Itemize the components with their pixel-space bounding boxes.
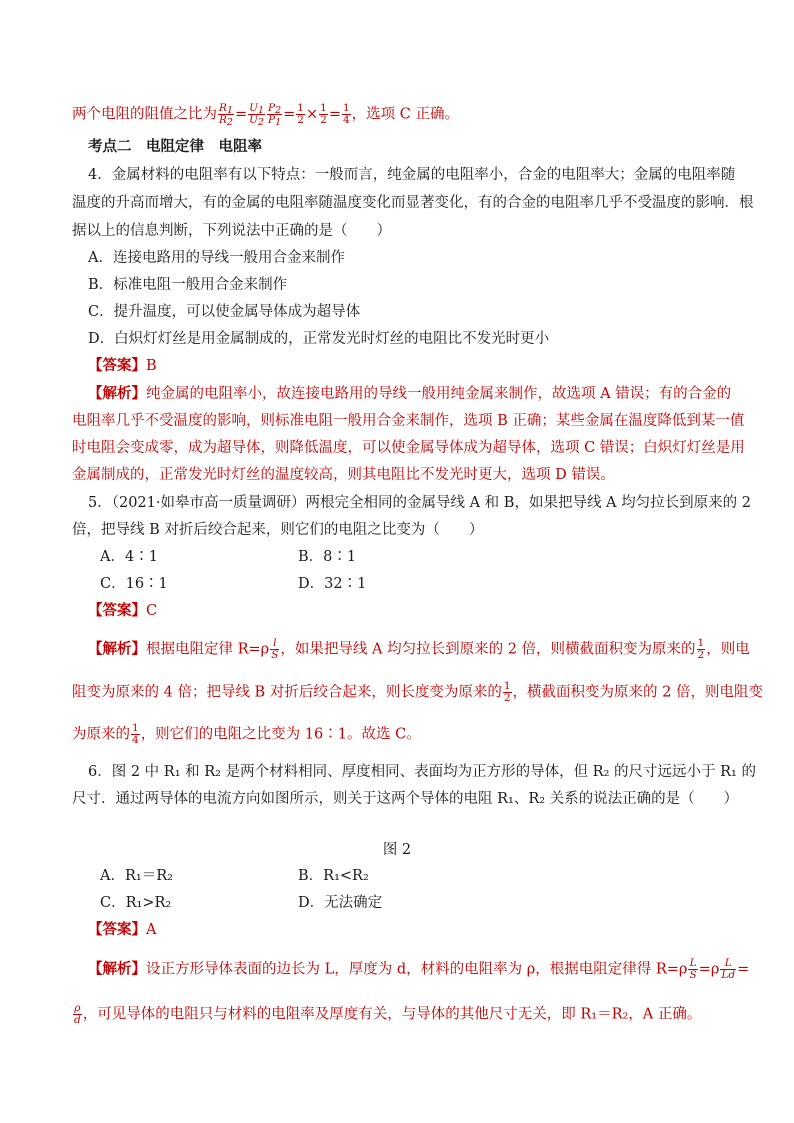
q6-analysis-line-2: $\frac{\rho}{d}$ ，可见导体的电阻只与材料的电阻率及厚度有关，与导体的其他尺寸无关，即 R₁＝R₂，A 正确。: [74, 1002, 702, 1026]
fraction-quarter: $\frac{1}{4}$: [342, 102, 350, 126]
q4-stem-line-2: 温度的升高而增大，有的金属的电阻率随温度变化而显著变化，有的合金的电阻率几乎不受温度的影响．根: [72, 195, 754, 211]
q6-answer: [88, 920, 156, 940]
q5-analysis-line-3: 为原来的 $\frac{1}{4}$ ，则它们的电阻之比变为 16∶1。故选 C。: [72, 722, 421, 746]
answer-label: 【答案】: [88, 602, 146, 619]
analysis-label: 【解析】: [88, 640, 146, 658]
prev-answer-prefix: 两个电阻的阻值之比为: [72, 106, 217, 123]
q4-analysis-line-2: 电阻率几乎不受温度的影响，则标准电阻一般用合金来制作，选项 B 正确；某些金属在温度降低到某一值: [72, 413, 745, 429]
q4-stem-line-1: 4．金属材料的电阻率有以下特点：一般而言，纯金属的电阻率小，合金的电阻率大；金属的电阻率随: [88, 167, 736, 183]
q5-stem-line-2: 倍，把导线 B 对折后绞合起来，则它们的电阻之比变为（ ）: [72, 522, 484, 538]
q6-option-b: B．R₁<R₂: [298, 868, 369, 884]
fraction-rho-over-d: $\frac{\rho}{d}$: [74, 1002, 81, 1026]
q4-option-c: C．提升温度，可以使金属导体成为超导体: [88, 304, 361, 320]
q4-answer: [88, 356, 157, 376]
answer-value: A: [146, 922, 157, 938]
q4-analysis-line-4: 金属制成的，正常发光时灯丝的温度较高，则其电阻比不发光时更大，选项 D 错误。: [72, 467, 615, 483]
analysis-text: 纯金属的电阻率小，故连接电路用的导线一般用纯金属来制作，故选项 A 错误；有的合金的: [146, 386, 732, 402]
fraction-r: $\frac{R_1}{R_2}$: [219, 102, 233, 128]
analysis-text: 根据电阻定律 R=ρ: [146, 641, 270, 658]
q6-stem-line-2: 尺寸．通过两导体的电流方向如图所示，则关于这两个导体的电阻 R₁、R₂ 关系的说法正确的是（ ）: [72, 791, 739, 807]
q4-option-a: A．连接电路用的导线一般用合金来制作: [88, 250, 345, 266]
q5-option-d: D．32∶1: [298, 576, 367, 592]
q4-option-b: B．标准电阻一般用合金来制作: [88, 277, 288, 293]
analysis-label: 【解析】: [88, 960, 146, 978]
q5-stem-line-1: 5．（2021·如皋市高一质量调研）两根完全相同的金属导线 A 和 B，如果把导线 A 均匀拉长到原来的 2: [88, 495, 751, 511]
fraction-half-1: $\frac{1}{2}$: [297, 102, 304, 126]
fraction-half: $\frac{1}{2}$: [697, 637, 705, 661]
section-title: 考点二 电阻定律 电阻率: [88, 138, 262, 155]
fraction-half-2: $\frac{1}{2}$: [320, 102, 327, 126]
fraction-l-over-s: $\frac{l}{S}$: [271, 637, 279, 661]
q4-stem-line-3: 据以上的信息判断，下列说法中正确的是（ ）: [72, 223, 391, 239]
fraction-p: $\frac{P_2}{P_1}$: [268, 102, 282, 128]
q5-answer: [88, 601, 157, 621]
q4-option-d: D．白炽灯灯丝是用金属制成的，正常发光时灯丝的电阻比不发光时更小: [88, 331, 550, 347]
q5-analysis-line-1: 【解析】根据电阻定律 R=ρ $\frac{l}{S}$ ，如果把导线 A 均匀拉长到原来的 2 倍，则横截面积变为原来的 $\frac{1}{2}$ ，则电: [88, 637, 750, 661]
q6-option-c: C．R₁>R₂: [100, 895, 172, 911]
q5-analysis-line-2: 阻变为原来的 4 倍；把导线 B 对折后绞合起来，则长度变为原来的 $\frac{1}{2}$ ，横截面积变为原来的 2 倍，则电阻变: [72, 680, 763, 704]
answer-label: 【答案】: [88, 357, 146, 374]
fraction-l-over-ld: $\frac{L}{Ld}$: [721, 957, 736, 981]
analysis-label: 【解析】: [88, 385, 146, 402]
answer-value: B: [146, 358, 157, 374]
q5-option-c: C．16∶1: [100, 576, 168, 592]
fraction-quarter: $\frac{1}{4}$: [132, 722, 139, 746]
q5-option-a: A．4∶1: [100, 549, 158, 565]
prev-answer-line: 两个电阻的阻值之比为 $\frac{R_1}{R_2}$ = $\frac{U_1}{U_2}$ $\frac{P_2}{P_1}$ = $\frac{1}{2}$ × $\frac{1}{2}$ = $\frac{1}{4}$ ，选项 C 正确。: [72, 102, 459, 128]
figure-caption: 图 2: [382, 842, 412, 858]
analysis-text: 设正方形导体表面的边长为 L，厚度为 d，材料的电阻率为 ρ，根据电阻定律得 R=ρ: [146, 961, 688, 978]
fraction-l-over-s: $\frac{L}{S}$: [689, 957, 697, 981]
prev-answer-suffix: ，选项 C 正确。: [351, 106, 459, 123]
answer-label: 【答案】: [88, 921, 146, 938]
q6-option-d: D．无法确定: [298, 895, 383, 911]
answer-value: C: [146, 603, 158, 619]
q4-analysis-line-3: 时电阻会变成零，成为超导体，则降低温度，可以使金属导体成为超导体，选项 C 错误；白炽灯灯丝是用: [72, 440, 745, 456]
q5-option-b: B．8∶1: [298, 549, 357, 565]
q4-analysis-line-1: [88, 384, 731, 404]
fraction-half: $\frac{1}{2}$: [503, 680, 511, 704]
q6-option-a: A．R₁＝R₂: [100, 868, 173, 884]
fraction-u: $\frac{U_1}{U_2}$: [249, 102, 265, 128]
q6-stem-line-1: 6．图 2 中 R₁ 和 R₂ 是两个材料相同、厚度相同、表面均为正方形的导体，但 R₂ 的尺寸远远小于 R₁ 的: [88, 764, 756, 780]
q6-analysis-line-1: 【解析】设正方形导体表面的边长为 L，厚度为 d，材料的电阻率为 ρ，根据电阻定律得 R=ρ $\frac{L}{S}$ =ρ $\frac{L}{Ld}$ =: [88, 957, 750, 981]
